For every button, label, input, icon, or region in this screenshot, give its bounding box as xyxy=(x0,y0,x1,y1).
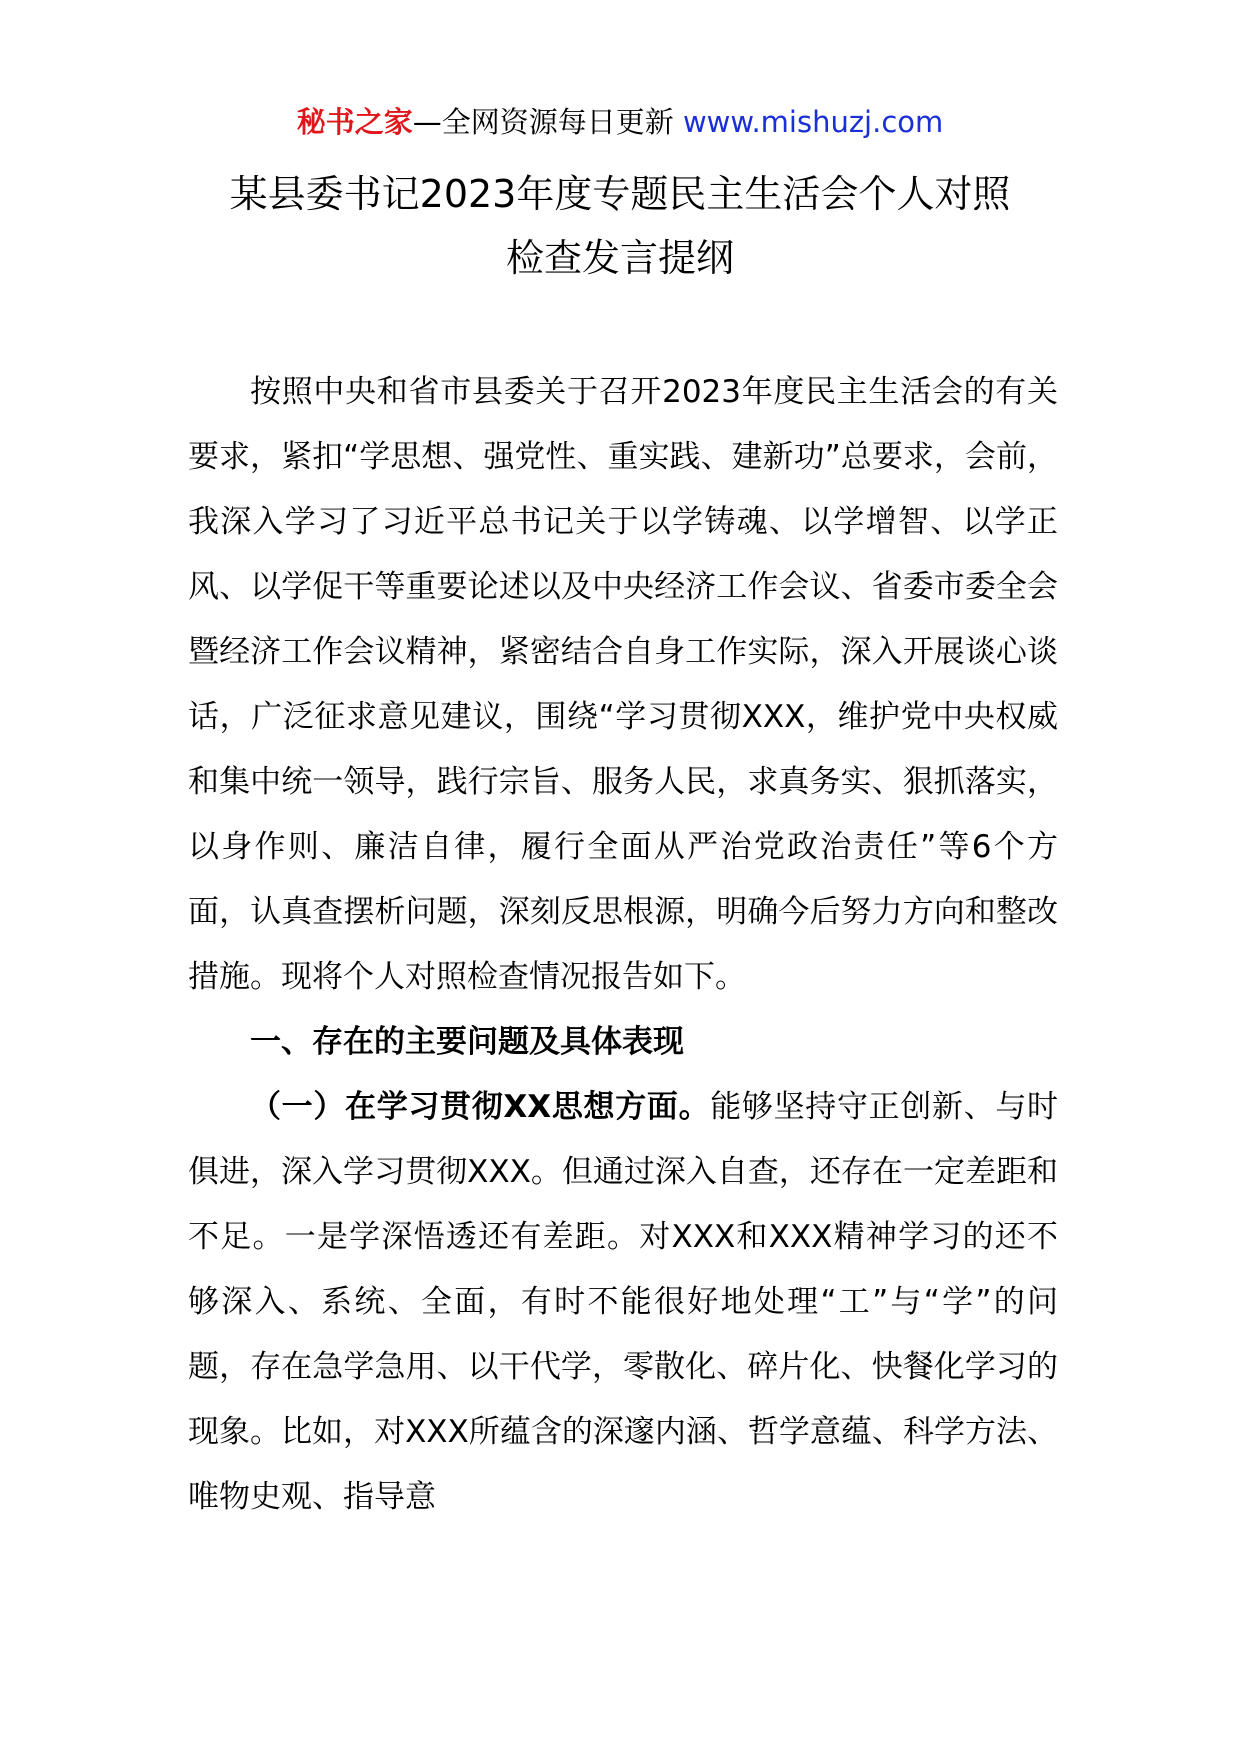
section-heading-1: 一、存在的主要问题及具体表现 xyxy=(250,1024,684,1060)
subsection-lead-1: （一）在学习贯彻XX思想方面。 xyxy=(250,1089,711,1125)
title-line-2: 检查发言提纲 xyxy=(505,236,734,280)
subsection-paragraph-1 xyxy=(188,1075,1058,1530)
site-brand: 秘书之家 xyxy=(296,105,413,139)
site-header xyxy=(0,102,1240,142)
subsection-text-1: 能够坚持守正创新、与时俱进，深入学习贯彻XXX。但通过深入自查，还存在一定差距和不足。一是学深悟透还有差距。对XXX和XXX精神学习的还不够深入、系统、全面，有时不能很好地处理“工”与“学”的问题，存在急学急用、以干代学，零散化、碎片化、快餐化学习的现象。比如，对XXX所蕴含的深邃内涵、哲学意蕴、科学方法、唯物史观、指导意 xyxy=(188,1089,1058,1515)
document-body xyxy=(188,360,1058,1530)
intro-paragraph: 按照中央和省市县委关于召开2023年度民主生活会的有关要求，紧扣“学思想、强党性、重实践、建新功”总要求，会前，我深入学习了习近平总书记关于以学铸魂、以学增智、以学正风、以学促干等重要论述以及中央经济工作会议、省委市委全会暨经济工作会议精神，紧密结合自身工作实际，深入开展谈心谈话，广泛征求意见建议，围绕“学习贯彻XXX，维护党中央权威和集中统一领导，践行宗旨、服务人民，求真务实、狠抓落实，以身作则、廉洁自律，履行全面从严治党政治责任”等6个方面，认真查摆析问题，深刻反思根源，明确今后努力方向和整改措施。现将个人对照检查情况报告如下。 xyxy=(188,374,1058,995)
site-tagline: —全网资源每日更新 xyxy=(412,105,683,139)
document-title xyxy=(150,162,1090,290)
title-line-1: 某县委书记2023年度专题民主生活会个人对照 xyxy=(229,172,1011,216)
site-url-link[interactable]: www.mishuzj.com xyxy=(682,105,944,139)
